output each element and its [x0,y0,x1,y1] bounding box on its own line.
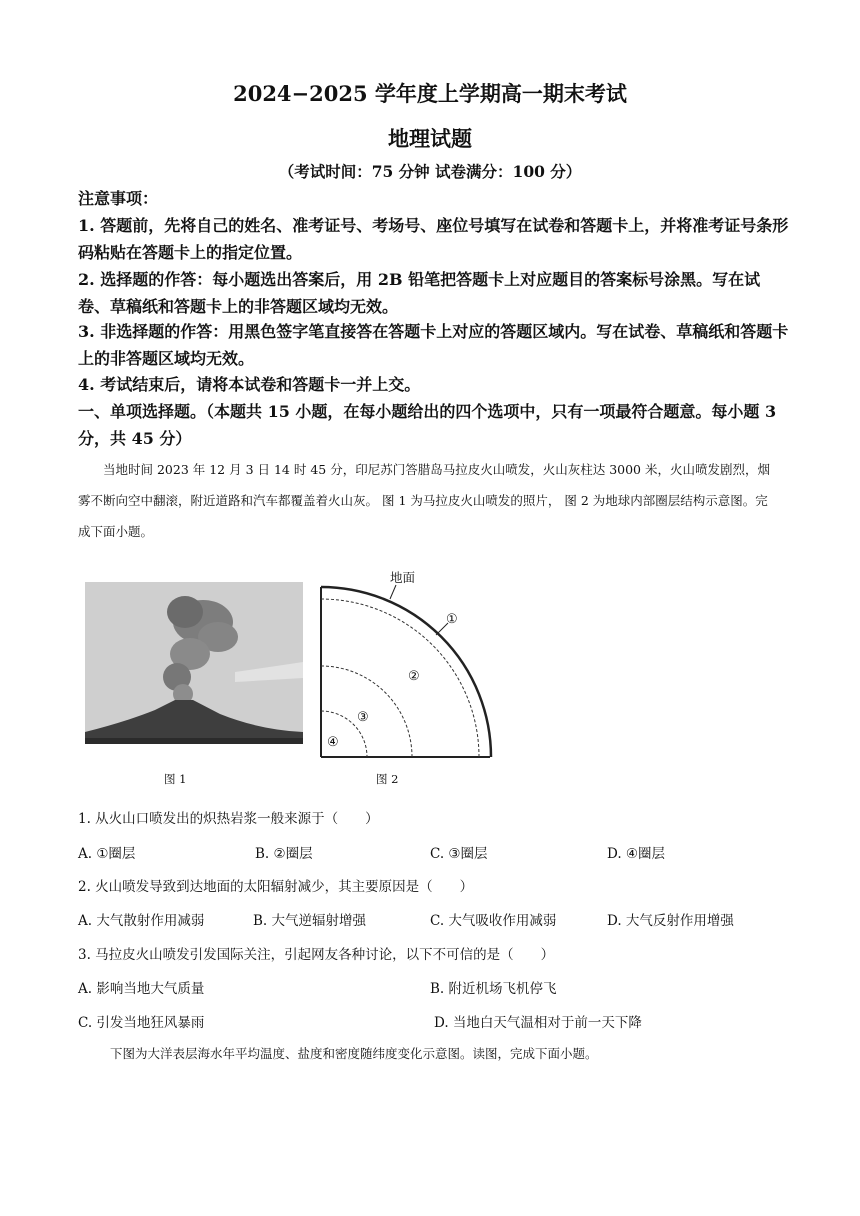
layer-4-label: ④ [327,735,339,750]
volcano-photo [85,582,303,744]
notice-item-3: 3. 非选择题的作答：用黑色签字笔直接答在答题卡上对应的答题区域内。写在试卷、草稿纸和答题卡上的非答题区域均无效。 [78,322,789,368]
exam-info: （考试时间：75 分钟 试卷满分：100 分） [278,162,582,181]
passage-ocean: 下图为大洋表层海水年平均温度、盐度和密度随纬度变化示意图。读图，完成下面小题。 [110,1046,598,1061]
q2-option-b[interactable]: B. 大气逆辐射增强 [253,913,367,929]
subject-title: 地理试题 [388,126,472,151]
layer-2-label: ② [408,669,420,684]
layer-1-label: ① [446,612,458,627]
notice-item-4: 4. 考试结束后，请将本试卷和答题卡一并上交。 [78,375,421,394]
q1-option-c[interactable]: C. ③圈层 [430,846,488,862]
exam-title: 2024−2025 学年度上学期高一期末考试 [233,81,627,106]
passage-volcano: 当地时间 2023 年 12 月 3 日 14 时 45 分，印尼苏门答腊岛马拉皮火山喷发，火山灰柱达 3000 米，火山喷发剧烈，烟雾不断向空中翻滚，附近道路和汽车都覆盖着火山灰。 图 1 为马拉皮火山喷发的照片， 图 2 为地球内部圈层结构示意图。完成下面小题。 [78,462,770,539]
earth-layers-diagram [318,565,498,761]
notice-item-2: 2. 选择题的作答：每小题选出答案后，用 2B 铅笔把答题卡上对应题目的答案标号涂黑。写在试卷、草稿纸和答题卡上的非答题区域均无效。 [78,270,761,316]
question-2-stem: 2. 火山喷发导致到达地面的太阳辐射减少，其主要原因是（ ） [78,879,474,895]
notice-item-1: 1. 答题前，先将自己的姓名、准考证号、考场号、座位号填写在试卷和答题卡上，并将准考证号条形码粘贴在答题卡上的指定位置。 [78,216,789,262]
question-3-stem: 3. 马拉皮火山喷发引发国际关注，引起网友各种讨论，以下不可信的是（ ） [78,947,555,963]
q3-option-b[interactable]: B. 附近机场飞机停飞 [430,981,557,997]
notice-heading: 注意事项： [78,189,159,208]
q3-option-a[interactable]: A. 影响当地大气质量 [78,981,205,997]
q3-option-d[interactable]: D. 当地白天气温相对于前一天下降 [434,1015,642,1031]
q2-option-c[interactable]: C. 大气吸收作用减弱 [430,913,557,929]
q1-option-a[interactable]: A. ①圈层 [78,846,136,862]
q2-option-a[interactable]: A. 大气散射作用减弱 [78,913,205,929]
figure-1-caption: 图 1 [164,772,187,786]
surface-label: 地面 [390,570,416,585]
figure-2-caption: 图 2 [376,772,399,786]
q3-option-c[interactable]: C. 引发当地狂风暴雨 [78,1015,205,1031]
question-1-stem: 1. 从火山口喷发出的炽热岩浆一般来源于（ ） [78,811,379,827]
layer-3-label: ③ [357,710,369,725]
volcano-eruption-image [85,582,303,744]
section-heading: 一、单项选择题。（本题共 15 小题，在每小题给出的四个选项中，只有一项最符合题意。每小题 3 分，共 45 分） [78,402,777,448]
q1-option-b[interactable]: B. ②圈层 [255,846,313,862]
q1-option-d[interactable]: D. ④圈层 [607,846,666,862]
q2-option-d[interactable]: D. 大气反射作用增强 [607,913,734,929]
